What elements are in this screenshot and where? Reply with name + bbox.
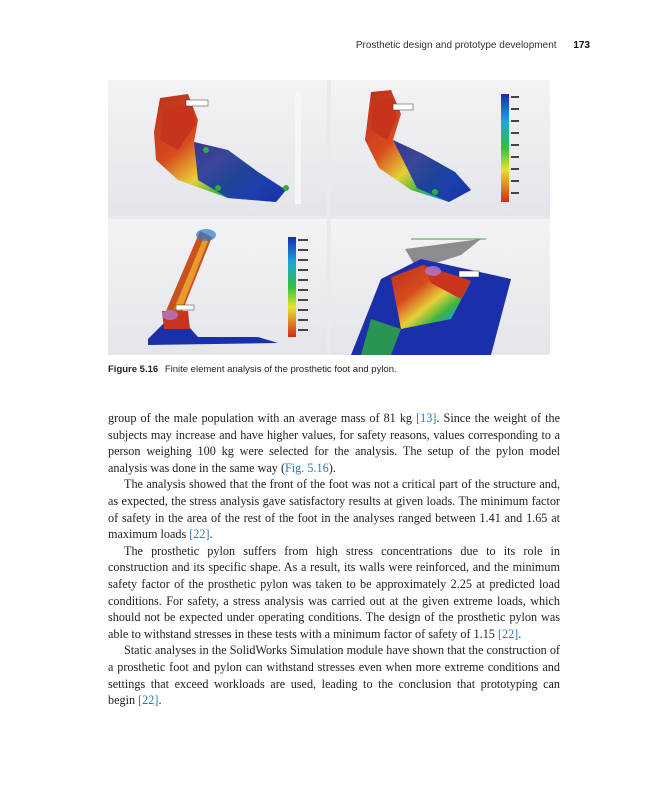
text-segment: . — [158, 693, 162, 708]
page-number: 173 — [573, 40, 590, 51]
text-segment: The prosthetic pylon suffers from high stress concentrations due to its role in construction and its specific shape. As a result, its walls were reinforced, and the minimum safety factor of the prosthetic pylon was taken to be approximately 2.25 at predicted load conditions. For safety, a stress analysis was carried out at the given extreme loads, which should not be expected under operating conditions. The design of the prosthetic pylon was able to withstand stresses in these tests with a minimum factor of safety of 1.15 — [108, 543, 560, 641]
figure-caption — [108, 364, 558, 375]
foot-stress-render-right — [331, 80, 550, 216]
paragraph-3 — [108, 543, 560, 643]
pylon-stress-render-right — [331, 219, 550, 355]
running-title: Prosthetic design and prototype development — [355, 40, 557, 51]
citation-link[interactable]: [13] — [416, 411, 437, 425]
text-segment: . Since the weight of the subjects may increase and have higher values, for safety reasons, values corresponding to a person weighing 100 kg were selected for the analysis. The setup of the pylon model analysis was done in the same way ( — [108, 411, 561, 475]
figure-label: Figure 5.16 — [108, 364, 159, 375]
figure-caption-text: Finite element analysis of the prosthetic foot and pylon. — [164, 364, 397, 375]
stress-legend-bar — [288, 237, 296, 337]
panel-pylon-stress-left — [108, 219, 327, 355]
text-segment: . — [209, 527, 213, 542]
panel-pylon-stress-right — [331, 219, 550, 355]
figure-reference-link[interactable]: Fig. 5.16 — [285, 460, 329, 475]
text-segment: ). — [328, 460, 336, 475]
stress-legend-bar — [501, 94, 509, 202]
legend-placeholder — [295, 94, 301, 204]
fea-figure — [108, 80, 550, 355]
paragraph-1 — [108, 410, 560, 476]
pylon-stress-render-left — [108, 219, 327, 355]
text-segment: The analysis showed that the front of the foot was not a critical part of the structure and, as expected, the stress analysis gave satisfactory results at given loads. The minimum factor of safety in the area of the rest of the foot in the analyses ranged between 1.41 and 1.65 at maximum loads — [108, 477, 560, 542]
annotation-label-box — [186, 100, 208, 106]
panel-foot-stress-left — [108, 80, 327, 216]
foot-stress-render-left — [108, 80, 327, 216]
body-text — [108, 410, 560, 709]
citation-link[interactable]: [22] — [138, 693, 159, 708]
text-segment: . — [518, 626, 522, 641]
citation-link[interactable]: [22] — [189, 527, 210, 542]
annotation-label-box — [393, 104, 413, 110]
panel-foot-stress-right — [331, 80, 550, 216]
paragraph-4 — [108, 642, 560, 708]
text-segment: Static analyses in the SolidWorks Simulation module have shown that the construction of a prosthetic foot and pylon can withstand stresses even when more extreme conditions and settings that exceed workloads are used, leading to the conclusion that prototyping can begin — [108, 643, 560, 708]
paragraph-2 — [108, 476, 560, 542]
running-header — [0, 40, 590, 51]
text-segment: group of the male population with an average mass of 81 kg — [108, 411, 417, 425]
citation-link[interactable]: [22] — [497, 626, 519, 641]
